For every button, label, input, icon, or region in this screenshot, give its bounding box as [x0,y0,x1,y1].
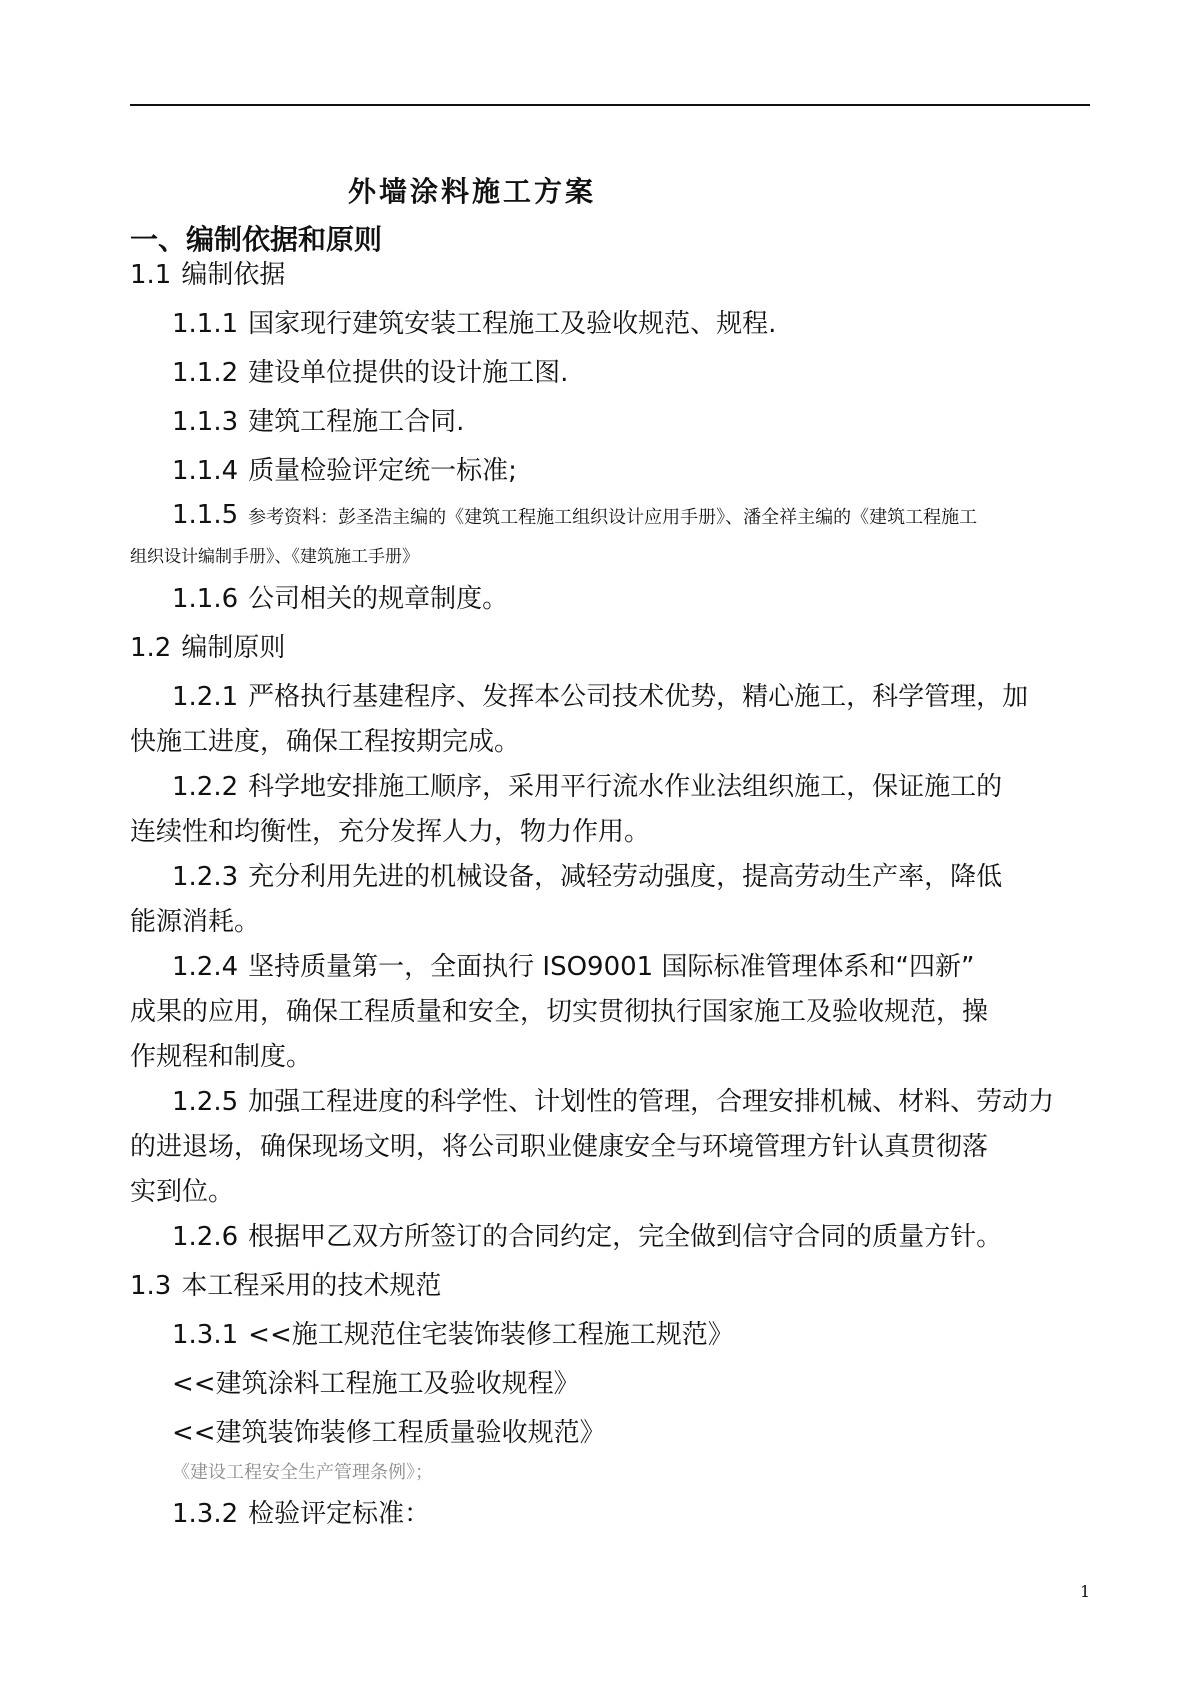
item-text: 科学地安排施工顺序，采用平行流水作业法组织施工，保证施工的 [248,772,1003,802]
item-1-2-2 [172,766,1002,803]
item-text: 质量检验评定统一标准; [248,456,517,486]
item-1-2-3-continued: 能源消耗。 [130,907,261,937]
section-number: 1.1 [130,260,172,290]
item-number: 1.1.6 [172,584,239,614]
header-rule [130,104,1090,106]
item-number: 1.3.1 [172,1320,239,1350]
item-text: 公司相关的规章制度。 [248,584,509,614]
item-1-2-4 [172,946,974,983]
item-1-2-4-continued-2: 作规程和制度。 [130,1042,313,1072]
section-text: 编制依据 [181,260,286,290]
item-1-2-3 [172,856,1002,893]
item-1-3-2 [172,1493,430,1530]
item-text: 建设单位提供的设计施工图. [248,358,569,388]
item-number: 1.2.6 [172,1222,239,1252]
section-1-3 [130,1265,441,1302]
item-text: 充分利用先进的机械设备，减轻劳动强度，提高劳动生产率，降低 [248,862,1003,892]
item-number: 1.2.2 [172,772,239,802]
standard-decoration-acceptance: <<建筑装饰装修工程质量验收规范》 [172,1418,606,1448]
item-text: 参考资料：彭圣浩主编的《建筑工程施工组织设计应用手册》、潘全祥主编的《建筑工程施工 [248,507,978,528]
item-1-2-1 [172,676,1028,713]
page-number: 1 [1080,1582,1091,1601]
item-1-2-5 [172,1081,1054,1118]
item-1-1-1 [172,303,776,340]
item-1-2-1-continued: 快施工进度，确保工程按期完成。 [130,727,521,757]
item-1-1-5 [172,500,977,530]
item-number: 1.2.1 [172,682,239,712]
item-text: 坚持质量第一，全面执行 ISO9001 国际标准管理体系和“四新” [248,952,975,982]
item-number: 1.1.4 [172,456,239,486]
standard-coating-spec: <<建筑涂料工程施工及验收规程》 [172,1369,580,1399]
section-1-2 [130,627,285,664]
item-text: 严格执行基建程序、发挥本公司技术优势，精心施工，科学管理，加 [248,682,1029,712]
item-number: 1.2.3 [172,862,239,892]
item-number: 1.1.2 [172,358,239,388]
heading-1: 一、编制依据和原则 [130,223,383,256]
item-1-2-5-continued-2: 实到位。 [130,1177,235,1207]
item-number: 1.2.5 [172,1087,239,1117]
item-1-1-6 [172,578,508,615]
item-1-2-5-continued-1: 的进退场，确保现场文明，将公司职业健康安全与环境管理方针认真贯彻落 [130,1132,989,1162]
item-1-1-4 [172,450,517,487]
standard-safety-regulation: 《建设工程安全生产管理条例》； [172,1462,433,1483]
item-1-2-2-continued: 连续性和均衡性，充分发挥人力，物力作用。 [130,817,651,847]
section-text: 编制原则 [181,633,286,663]
item-1-3-1 [172,1314,734,1351]
document-title: 外墙涂料施工方案 [348,175,597,208]
section-text: 本工程采用的技术规范 [181,1271,442,1301]
item-text: <<施工规范住宅装饰装修工程施工规范》 [248,1320,734,1350]
item-number: 1.2.4 [172,952,239,982]
section-1-1 [130,254,285,291]
item-1-1-2 [172,352,568,389]
item-number: 1.3.2 [172,1499,239,1529]
item-1-2-4-continued-1: 成果的应用，确保工程质量和安全，切实贯彻执行国家施工及验收规范，操 [130,997,989,1027]
item-number: 1.1.3 [172,407,239,437]
item-1-1-3 [172,401,464,438]
item-1-1-5-continued: 组织设计编制手册》、《建筑施工手册》 [130,547,419,567]
item-1-2-6 [172,1216,1002,1253]
item-text: 国家现行建筑安装工程施工及验收规范、规程. [248,309,777,339]
item-number: 1.1.1 [172,309,239,339]
item-text: 建筑工程施工合同. [248,407,465,437]
item-number: 1.1.5 [172,500,239,530]
item-text: 检验评定标准： [248,1499,431,1529]
item-text: 根据甲乙双方所签订的合同约定，完全做到信守合同的质量方针。 [248,1222,1003,1252]
item-text: 加强工程进度的科学性、计划性的管理，合理安排机械、材料、劳动力 [248,1087,1055,1117]
section-number: 1.3 [130,1271,172,1301]
section-number: 1.2 [130,633,172,663]
